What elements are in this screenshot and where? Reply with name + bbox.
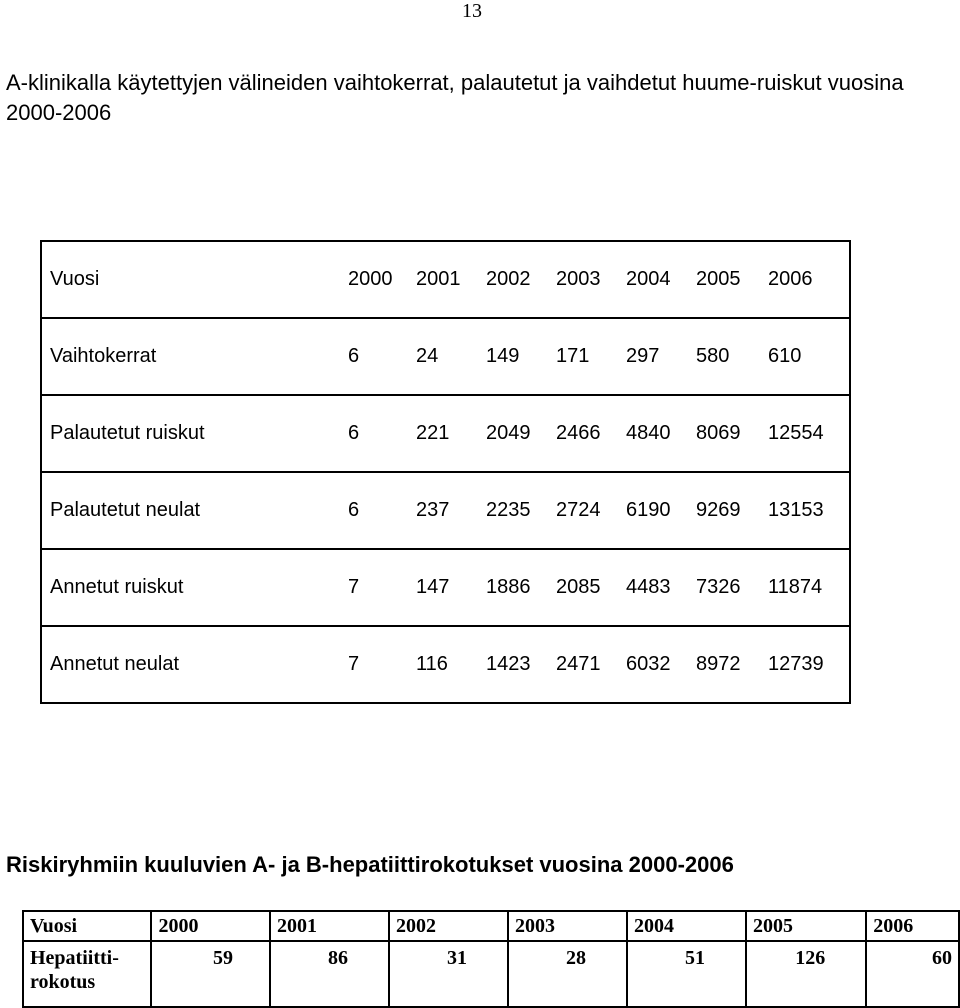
table-cell: 8069 bbox=[696, 422, 741, 444]
table-cell: 2724 bbox=[556, 499, 601, 521]
table-cell: 6 bbox=[348, 422, 360, 444]
table-header-row bbox=[41, 241, 850, 318]
table-row bbox=[41, 549, 850, 626]
table-cell: 126 bbox=[746, 941, 866, 1007]
table-row bbox=[41, 626, 850, 703]
table-cell: 610 bbox=[760, 318, 850, 395]
table-row bbox=[41, 395, 850, 472]
table-cell: 7326 bbox=[696, 576, 741, 598]
year-header: 2001 bbox=[416, 268, 461, 290]
row-label: Vaihtokerrat bbox=[41, 318, 340, 395]
table-cell: 580 bbox=[696, 345, 730, 367]
table-cell: 6032 bbox=[626, 653, 671, 675]
year-header: 2000 bbox=[348, 268, 393, 290]
table-cell: 149 bbox=[486, 345, 520, 367]
table-cell: 60 bbox=[866, 941, 959, 1007]
table-row bbox=[41, 472, 850, 549]
table-cell: 2471 bbox=[556, 653, 601, 675]
table-cell: 7 bbox=[348, 576, 360, 598]
table-cell: 9269 bbox=[696, 499, 741, 521]
table-cell: 31 bbox=[389, 941, 508, 1007]
table2-title: Riskiryhmiin kuuluvien A- ja B-hepatiittirokotukset vuosina 2000-2006 bbox=[6, 852, 734, 877]
year-header: 2000 bbox=[151, 911, 270, 941]
table-cell: 2235 bbox=[486, 499, 531, 521]
year-header: 2005 bbox=[746, 911, 866, 941]
table-cell: 7 bbox=[348, 653, 360, 675]
row-label-line: Hepatiitti- bbox=[30, 947, 119, 969]
row-label: Annetut ruiskut bbox=[41, 549, 340, 626]
table-cell: 2085 bbox=[556, 576, 601, 598]
table-cell: 8972 bbox=[696, 653, 741, 675]
year-header: 2001 bbox=[270, 911, 389, 941]
table-cell: 171 bbox=[556, 345, 590, 367]
year-header: 2005 bbox=[696, 268, 741, 290]
table-cell: 13153 bbox=[760, 472, 850, 549]
table-cell: 12554 bbox=[760, 395, 850, 472]
table-cell: 4483 bbox=[626, 576, 671, 598]
table-cell: 116 bbox=[416, 653, 448, 675]
hepatitis-vaccination-table bbox=[22, 910, 960, 1008]
table-cell: 2049 bbox=[486, 422, 531, 444]
table-cell: 4840 bbox=[626, 422, 671, 444]
table-cell: 51 bbox=[627, 941, 746, 1007]
table-cell: 28 bbox=[508, 941, 627, 1007]
row-label: Palautetut ruiskut bbox=[41, 395, 340, 472]
year-header: 2003 bbox=[508, 911, 627, 941]
header-label: Vuosi bbox=[41, 241, 340, 318]
table-cell: 1886 bbox=[486, 576, 531, 598]
table-cell: 6 bbox=[348, 499, 360, 521]
row-label bbox=[23, 941, 151, 1007]
table-cell: 12739 bbox=[760, 626, 850, 703]
table-cell: 6 bbox=[348, 345, 360, 367]
header-label: Vuosi bbox=[23, 911, 151, 941]
table-cell: 11874 bbox=[760, 549, 850, 626]
page-number: 13 bbox=[462, 0, 482, 22]
row-label-line: rokotus bbox=[30, 971, 96, 993]
table-cell: 24 bbox=[416, 345, 439, 367]
table1-title: A-klinikalla käytettyjen välineiden vaihtokerrat, palautetut ja vaihdetut huume-ruiskut vuosina 2000-2006 bbox=[6, 70, 904, 125]
table-header-row bbox=[23, 911, 959, 941]
table-cell: 237 bbox=[416, 499, 450, 521]
year-header: 2002 bbox=[486, 268, 531, 290]
year-header: 2006 bbox=[866, 911, 959, 941]
year-header: 2006 bbox=[760, 241, 850, 318]
year-header: 2004 bbox=[627, 911, 746, 941]
table-cell: 86 bbox=[270, 941, 389, 1007]
row-label: Annetut neulat bbox=[41, 626, 340, 703]
table-cell: 2466 bbox=[556, 422, 601, 444]
table-cell: 1423 bbox=[486, 653, 531, 675]
table-cell: 6190 bbox=[626, 499, 671, 521]
row-label: Palautetut neulat bbox=[41, 472, 340, 549]
year-header: 2002 bbox=[389, 911, 508, 941]
table-cell: 221 bbox=[416, 422, 450, 444]
table-row bbox=[23, 941, 959, 1007]
year-header: 2003 bbox=[556, 268, 601, 290]
table-cell: 147 bbox=[416, 576, 450, 598]
year-header: 2004 bbox=[626, 268, 671, 290]
table-cell: 297 bbox=[626, 345, 660, 367]
needle-exchange-table bbox=[40, 240, 851, 704]
table-row bbox=[41, 318, 850, 395]
table-cell: 59 bbox=[151, 941, 270, 1007]
